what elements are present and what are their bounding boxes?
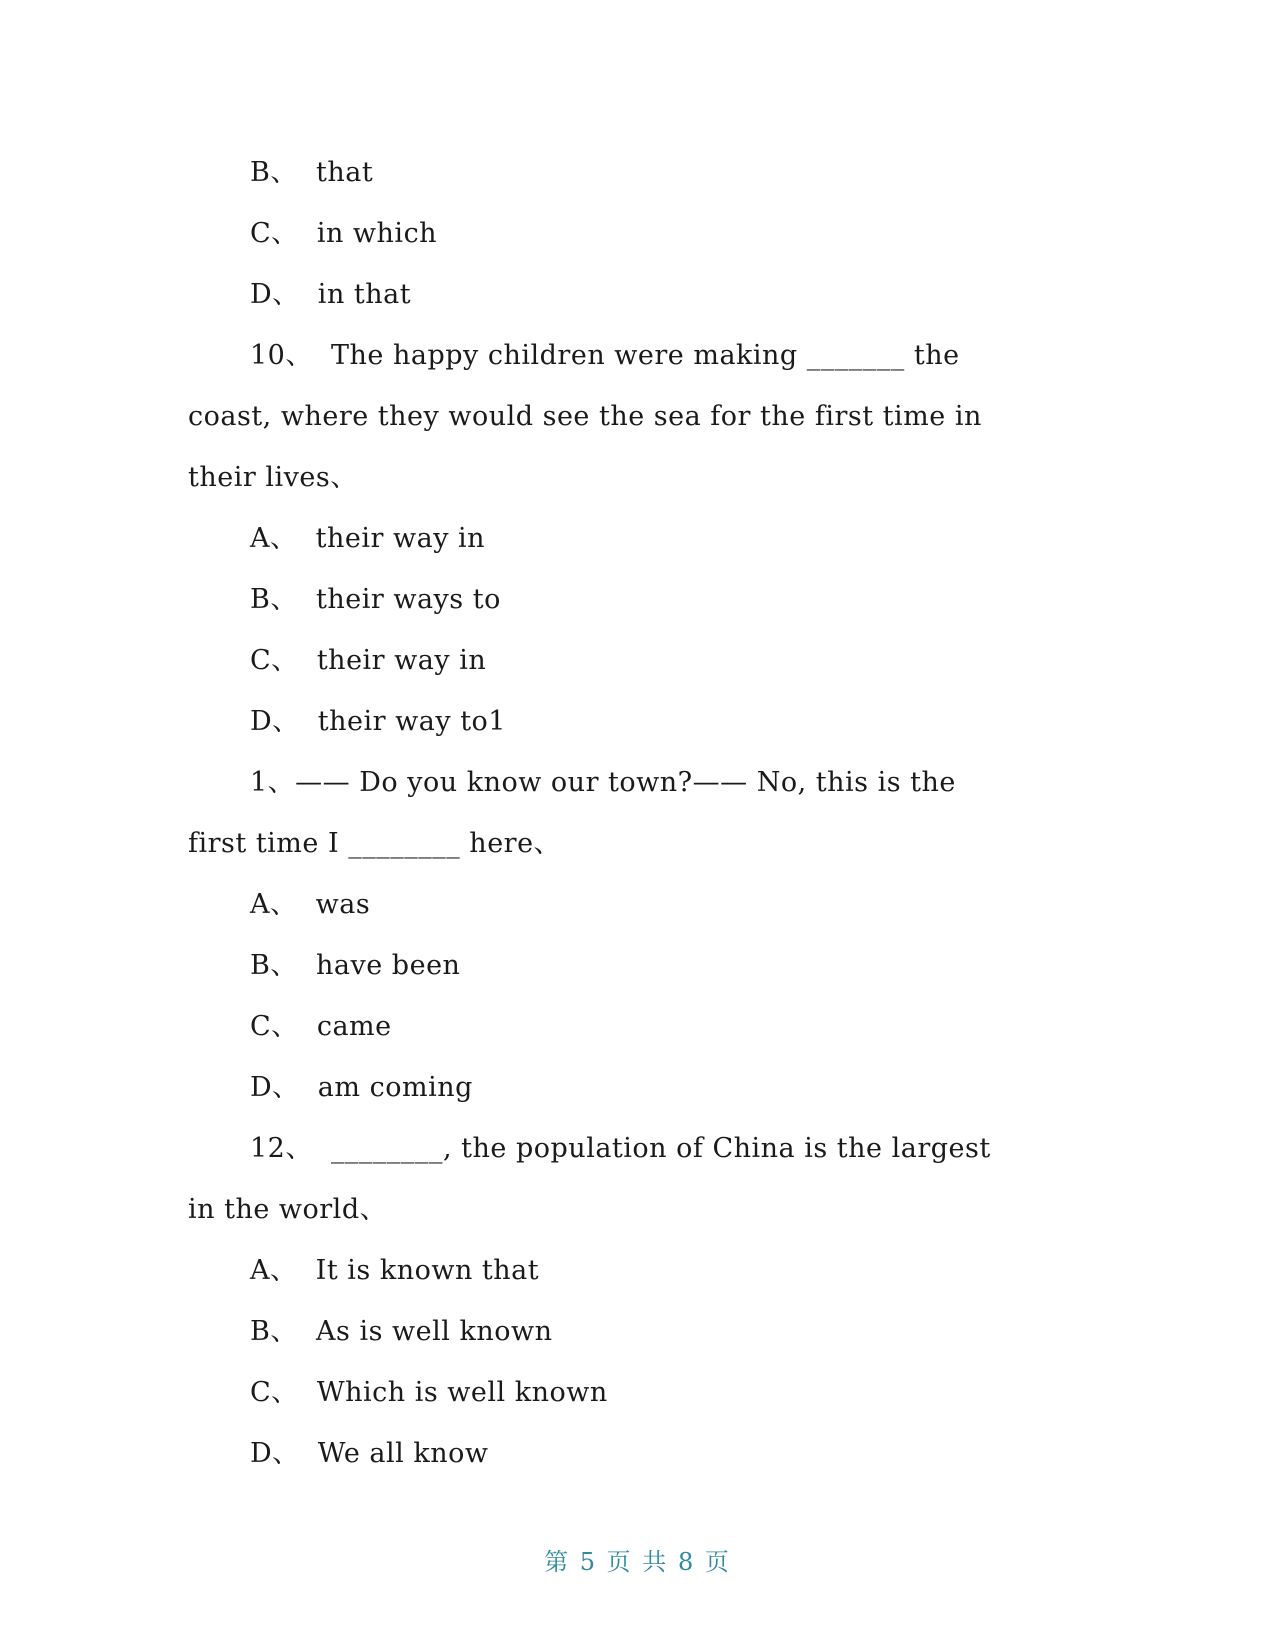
question-10-line-2: coast, where they would see the sea for the first time in [188, 401, 982, 432]
question-12-line-1: 12、 ________, the population of China is the largest [250, 1133, 991, 1164]
question-10-line-1: 10、 The happy children were making _______ the [250, 340, 960, 371]
q10-option-b: B、 their ways to [250, 584, 501, 615]
question-11-line-2: first time I ________ here、 [188, 828, 562, 859]
page-number-footer: 第 5 页 共 8 页 [544, 1548, 731, 1576]
q11-option-b: B、 have been [250, 950, 461, 981]
q12-option-c: C、 Which is well known [250, 1377, 608, 1408]
q12-option-a: A、 It is known that [250, 1255, 540, 1286]
document-body [188, 142, 1088, 1484]
q12-option-d: D、 We all know [250, 1438, 489, 1469]
q12-option-b: B、 As is well known [250, 1316, 553, 1347]
q11-option-a: A、 was [250, 889, 371, 920]
q10-option-a: A、 their way in [250, 523, 486, 554]
option-b-that: B、 that [250, 157, 374, 188]
option-d-in-that: D、 in that [250, 279, 412, 310]
option-c-in-which: C、 in which [250, 218, 438, 249]
q11-option-c: C、 came [250, 1011, 392, 1042]
q11-option-d: D、 am coming [250, 1072, 473, 1103]
q10-option-d: D、 their way to1 [250, 706, 506, 737]
q10-option-c: C、 their way in [250, 645, 487, 676]
question-12-line-2: in the world、 [188, 1194, 388, 1225]
question-10-line-3: their lives、 [188, 462, 358, 493]
question-11-line-1: 1、—— Do you know our town?—— No, this is the [250, 767, 956, 798]
